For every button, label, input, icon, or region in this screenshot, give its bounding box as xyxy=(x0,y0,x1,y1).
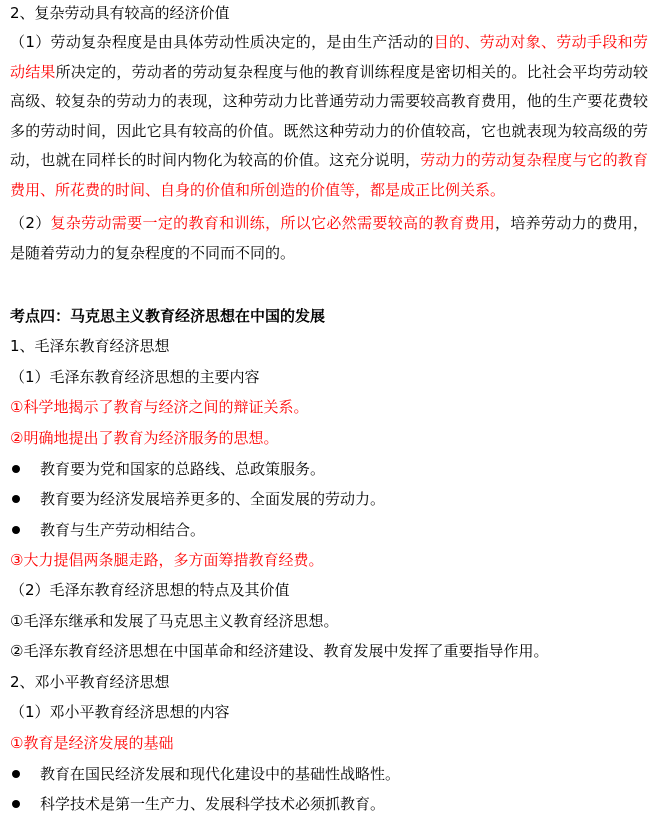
mao-point-3: ③大力提倡两条腿走路，多方面筹措教育经费。 xyxy=(10,551,324,569)
deng-point-1: ①教育是经济发展的基础 xyxy=(10,734,174,752)
bullet-icon xyxy=(12,465,20,473)
p2-prefix: （2） xyxy=(10,214,51,232)
mao-heading: 1、毛泽东教育经济思想 xyxy=(10,337,170,355)
p2-highlight: 复杂劳动需要一定的教育和训练，所以它必然需要较高的教育费用 xyxy=(50,214,496,232)
deng-heading: 2、邓小平教育经济思想 xyxy=(10,673,170,691)
mao-sub-heading-2: （2）毛泽东教育经济思想的特点及其价值 xyxy=(10,581,290,599)
mao-sub-heading-1: （1）毛泽东教育经济思想的主要内容 xyxy=(10,368,260,386)
list-item: 科学技术是第一生产力、发展科学技术必须抓教育。 xyxy=(40,795,386,813)
mao-point-2: ②明确地提出了教育为经济服务的思想。 xyxy=(10,429,279,447)
list-item: 教育与生产劳动相结合。 xyxy=(40,521,206,539)
p1-highlight-2: 劳动力的劳动复杂程度与它的教育费用、所花费的时间、自身的价值和所创造的价值等，都是成正比例关系。 xyxy=(10,151,648,199)
mao-value-1: ①毛泽东继承和发展了马克思主义教育经济思想。 xyxy=(10,612,339,630)
p1-highlight: 目的、劳动对象、劳动手段和劳动结果 xyxy=(10,33,648,81)
list-item: 教育要为经济发展培养更多的、全面发展的劳动力。 xyxy=(40,490,386,508)
p1-text-mid: 所决定的，劳动者的劳动复杂程度与他的教育训练程度是密切相关的。比社会平均劳动较高级、较复杂的劳动力的表现，这种劳动力比普通劳动力需要较高教育费用，他的生产要花费较多的劳动时间，因此它具有较高的价值。既然这种劳动力的价值较高，它也就表现为较高级的劳动，也就在同样长的时间内物化为较高的价值。这充分说明， xyxy=(10,62,648,169)
section-heading: 2、复杂劳动具有较高的经济价值 xyxy=(10,4,230,22)
deng-sub-heading-1: （1）邓小平教育经济思想的内容 xyxy=(10,703,230,721)
paragraph-2 xyxy=(10,209,648,268)
list-item: 教育要为党和国家的总路线、总政策服务。 xyxy=(40,460,326,478)
bullet-icon xyxy=(12,526,20,534)
bullet-icon xyxy=(12,770,20,778)
mao-value-2: ②毛泽东教育经济思想在中国革命和经济建设、教育发展中发挥了重要指导作用。 xyxy=(10,642,549,660)
bullet-icon xyxy=(12,495,20,503)
section-title: 考点四：马克思主义教育经济思想在中国的发展 xyxy=(10,307,326,325)
list-item: 教育在国民经济发展和现代化建设中的基础性战略性。 xyxy=(40,765,401,783)
bullet-icon xyxy=(12,800,20,808)
p1-text: （1）劳动复杂程度是由具体劳动性质决定的，是由生产活动的 xyxy=(10,33,434,51)
paragraph-1 xyxy=(10,28,648,205)
p2-suffix: ，培养劳动力的费用，是随着劳动力的复杂程度的不同而不同的。 xyxy=(10,214,648,262)
mao-point-1: ①科学地揭示了教育与经济之间的辩证关系。 xyxy=(10,398,309,416)
